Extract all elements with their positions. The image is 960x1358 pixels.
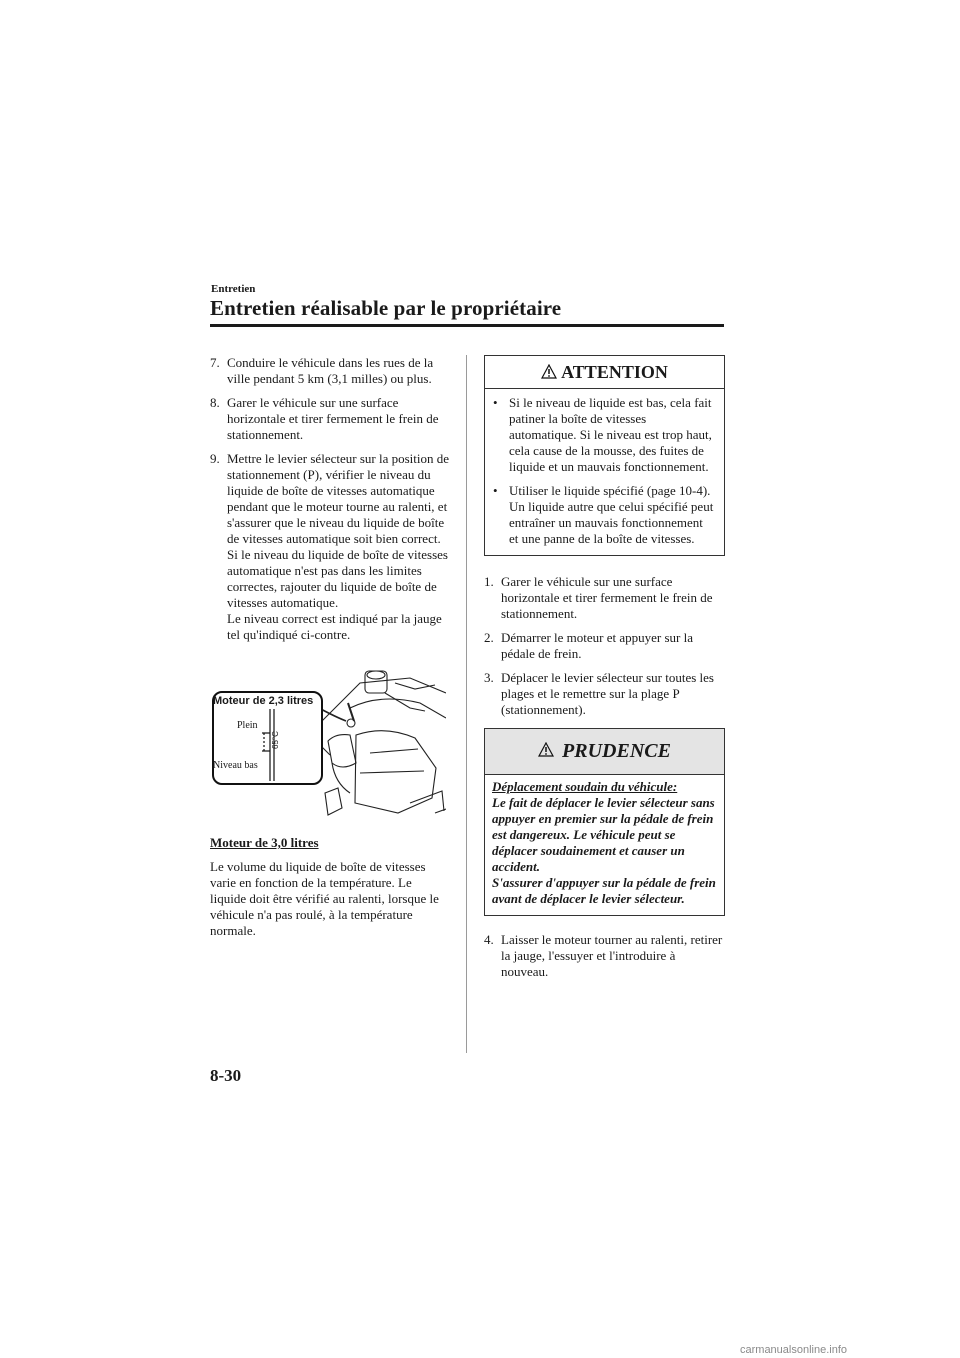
left-column: [210, 355, 450, 939]
attention-title: ATTENTION: [561, 362, 668, 382]
step-number: 9.: [210, 451, 220, 466]
prudence-box: [484, 728, 725, 916]
step-8: [210, 395, 450, 443]
bullet-text: Si le niveau de liquide est bas, cela fait patiner la boîte de vitesses automatique. Si le niveau est trop haut, cela cause de la mousse, des fuites de liquide et un mauvais fonctionnement.: [509, 395, 712, 474]
step-text: Déplacer le levier sélecteur sur toutes les plages et le remettre sur la plage P (stationnement).: [501, 670, 714, 717]
step-text: Garer le véhicule sur une surface horizontale et tirer fermement le frein de stationnement.: [227, 395, 439, 442]
step-2: [484, 630, 725, 662]
right-column: [484, 355, 725, 988]
step-9: [210, 451, 450, 643]
watermark: carmanualsonline.info: [740, 1344, 848, 1356]
label-low: Niveau bas: [213, 760, 258, 771]
step-4: [484, 932, 725, 980]
step-number: 4.: [484, 932, 494, 947]
body-paragraph: Le volume du liquide de boîte de vitesses varie en fonction de la température. Le liquide doit être vérifié au ralenti, lorsque le véhicule n'a pas roulé, à la température normale.: [210, 859, 439, 938]
prudence-subtitle: Déplacement soudain du véhicule:: [492, 779, 678, 794]
step-text: Garer le véhicule sur une surface horizontale et tirer fermement le frein de stationnement.: [501, 574, 713, 621]
page-title: Entretien réalisable par le propriétaire: [210, 296, 562, 320]
step-text: Conduire le véhicule dans les rues de la ville pendant 5 km (3,1 milles) ou plus.: [227, 355, 434, 386]
dipstick-figure: [210, 663, 446, 825]
page-number: 8-30: [210, 1066, 242, 1085]
step-text: Démarrer le moteur et appuyer sur la pédale de frein.: [501, 630, 694, 661]
subheading-3-0: Moteur de 3,0 litres: [210, 835, 319, 850]
list-item: [492, 395, 714, 475]
warning-triangle-icon: [541, 357, 557, 389]
title-rule: [210, 324, 724, 327]
prudence-body: [485, 775, 724, 915]
bullet-icon: •: [493, 483, 498, 498]
prudence-text-1: Le fait de déplacer le levier sélecteur sans appuyer en premier sur la pédale de frein est dangereux. Le véhicule peut se déplacer soudainement et causer un accident.: [492, 795, 715, 874]
attention-header: [485, 356, 724, 389]
list-item: [492, 483, 714, 547]
prudence-text-2: S'assurer d'appuyer sur la pédale de frein avant de déplacer le levier sélecteur.: [492, 875, 716, 906]
attention-box: [484, 355, 725, 556]
step-note: Le niveau correct est indiqué par la jauge tel qu'indiqué ci-contre.: [227, 611, 442, 642]
step-text: Mettre le levier sélecteur sur la position de stationnement (P), vérifier le niveau du liquide de boîte de vitesses automatique pendant que le moteur tourne au ralenti, et s'assurer que le niveau du liquide de boîte de vitesses automatique soit bien correct. Si le niveau du liquide de boîte de vitesses automatique n'est pas dans les limites correctes, rajouter du liquide de boîte de vitesses automatique.: [227, 451, 450, 610]
step-number: 2.: [484, 630, 494, 645]
attention-bullets: [485, 389, 724, 555]
prudence-title: PRUDENCE: [562, 740, 671, 762]
step-text: Laisser le moteur tourner au ralenti, retirer la jauge, l'essuyer et l'introduire à nouveau.: [501, 932, 723, 979]
warning-triangle-icon: [538, 740, 562, 762]
column-divider: [466, 355, 467, 1053]
label-full: Plein: [237, 720, 258, 731]
bullet-icon: •: [493, 395, 498, 410]
step-number: 7.: [210, 355, 220, 370]
step-3: [484, 670, 725, 718]
step-7: [210, 355, 450, 387]
prudence-header: [485, 729, 724, 775]
step-1: [484, 574, 725, 622]
step-number: 8.: [210, 395, 220, 410]
section-label: Entretien: [211, 283, 256, 295]
label-temperature: 65°C: [271, 731, 280, 749]
bullet-text: Utiliser le liquide spécifié (page 10-4). Un liquide autre que celui spécifié peut entraîner un mauvais fonctionnement et une panne de la boîte de vitesses.: [509, 483, 714, 546]
step-number: 3.: [484, 670, 494, 685]
step-number: 1.: [484, 574, 494, 589]
figure-title: Moteur de 2,3 litres: [213, 695, 314, 707]
